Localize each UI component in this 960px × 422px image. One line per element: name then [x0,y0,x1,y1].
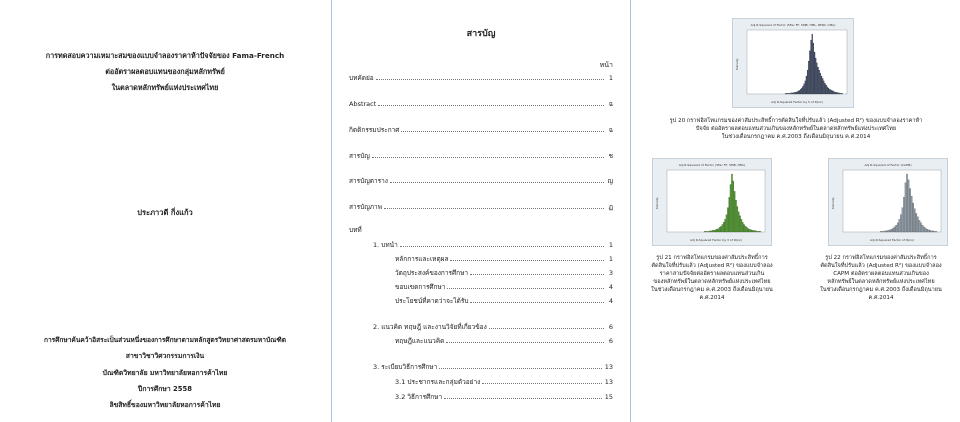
fig20-bar [831,90,832,94]
histogram-fig20-xlabel: Adj R-Squared Factor by 5 of R(nx) [771,100,823,104]
toc-entry [349,202,613,211]
fig21-bar [725,219,726,232]
toc-subentry [395,377,613,386]
caption-fig22-line-4: หลักทรัพย์ในตลาดหลักทรัพย์แห่งประเทศไทย [827,279,935,285]
fig21-bar [749,229,750,232]
fig21-bar [746,227,747,232]
fig20-bar [804,84,805,94]
toc-entry-page: 1 [608,74,613,82]
fig20-bar [792,93,793,94]
toc-chapter-page: 13 [604,363,613,371]
toc-entry-page: ฏ [608,203,613,211]
fig21-bar [742,222,743,232]
histogram-fig21-header: Adj R-Squared of Factor (3Fac FF, SMB, HML) [678,163,746,167]
fig22-bar [880,231,881,232]
fig21-bar [720,226,721,232]
toc-subentry-label: 3.2 วิธีการศึกษา [395,393,443,401]
fig21-bar [716,229,717,232]
fig21-bar [733,181,734,232]
fig20-bar [807,70,808,94]
fig20-bar [797,92,798,94]
fig20-bar [794,92,795,94]
caption-fig22-line-3: CAPM ต่ออัตราผลตอบแทนส่วนเกินของ [833,271,929,277]
caption-fig21 [634,254,790,302]
caption-fig21-line-3: ราคาสามปัจจัยต่ออัตราผลตอบแทนส่วนเกิน [659,271,765,277]
fig21-bar [745,226,746,232]
fig20-bar [833,91,834,94]
page-divider [630,0,631,422]
fig21-bar [752,230,753,232]
toc-subentry [395,282,613,291]
fig20-bar [835,92,836,94]
toc-subentry-page: 3 [608,269,613,277]
fig20-bar [795,92,796,94]
fig20-bar [819,70,820,94]
toc-subentry [395,268,613,277]
fig21-bar [727,208,728,232]
fig21-bar [753,230,754,232]
caption-fig20-line-1: รูป 20 กราฟฮิสโทแกรมของค่าสัมประสิทธิ์การตัดสินใจที่ปรับแล้ว (Adjusted R²) ของแบบจำลองราคาห้า [669,118,923,124]
histogram-fig22 [828,158,948,246]
histogram-fig21-ylabel: Density [655,197,659,209]
fig21-bar [735,200,736,232]
fig20-bar [834,92,835,94]
fig22-bar [906,174,907,232]
histogram-fig21-plot [653,159,771,245]
fig20-bar [838,93,839,94]
fig20-bar [799,90,800,94]
fig20-bar [822,78,823,94]
fig21-bar [739,216,740,232]
toc-subentry [395,392,613,401]
fig21-bar [723,222,724,232]
cover-title-line-1: การทดสอบความเหมาะสมของแบบจำลองราคาห้าปัจจัยของ Fama-French [45,51,285,60]
fig22-bar [900,215,901,232]
toc-chapter-heading: บทที่ [349,226,362,234]
caption-fig22-line-5: ในช่วงเดือนกรกฎาคม ค.ศ.2003 ถึงเดือนมิถุนายน [820,287,942,293]
fig21-bar [704,231,705,232]
toc-subentry-page: 4 [608,297,613,305]
fig20-bar [836,92,837,94]
caption-fig21-line-2: ตัดสินใจที่ปรับแล้ว (Adjusted R²) ของแบบจำลอง [651,263,773,269]
caption-fig20 [632,117,960,141]
fig21-bar [726,215,727,232]
fig20-bar [842,93,843,94]
histogram-fig20-header: Adj R-Squared of Factor (5Fac FF, SMB, HML, RMW, CMA) [750,23,836,27]
caption-fig20-line-3: ในช่วงเดือนกรกฎาคม ค.ศ.2003 ถึงเดือนมิถุนายน ค.ศ.2014 [721,134,871,140]
toc-chapter-label: 1. บทนำ [373,241,398,249]
fig20-bar [812,34,813,94]
toc-subentry-label: 3.1 ประชากรและกลุ่มตัวอย่าง [395,378,481,386]
fig21-bar [734,191,735,232]
fig21-bar [757,231,758,232]
fig22-bar [886,231,887,232]
fig21-bar [737,206,738,232]
fig20-bar [785,93,786,94]
toc-entry-page: ฉ [608,100,613,108]
fig21-bar [711,231,712,232]
fig21-bar [712,230,713,232]
fig22-bar [897,223,898,232]
caption-fig21-line-1: รูป 21 กราฟฮิสโทแกรมของค่าสัมประสิทธิ์การ [656,255,768,261]
fig20-bar [811,40,812,94]
fig22-bar [913,203,914,232]
toc-subentry-page: 13 [604,378,613,386]
fig20-bar [827,87,828,94]
fig20-bar [830,90,831,94]
fig21-bar [707,231,708,232]
fig21-bar [748,229,749,232]
fig22-bar [928,230,929,232]
fig22-bar [882,231,883,232]
fig20-bar [808,61,809,94]
fig22-bar [891,229,892,232]
fig22-bar [909,189,910,233]
caption-fig21-line-4: ของหลักทรัพย์ในตลาดหลักทรัพย์แห่งประเทศไทย [653,279,771,285]
cover-page [0,0,330,422]
fig21-bar [714,230,715,232]
fig22-bar [885,231,886,232]
fig22-bar [911,196,912,232]
fig20-bar [787,93,788,94]
fig20-bar [793,93,794,94]
fig20-bar [821,76,822,94]
histogram-fig21-xlabel: Adj R-Squared Factor by 3 of R(nx) [690,238,742,242]
fig22-bar [888,230,889,232]
toc-subentry-page: 1 [608,255,613,263]
cover-footer-line-4: ปีการศึกษา 2558 [138,385,192,393]
histogram-fig22-ylabel: Density [831,197,835,209]
toc-entry-label: สารบัญตาราง [349,177,388,185]
histogram-fig21 [652,158,772,246]
fig21-bar [710,231,711,232]
fig21-bar [729,197,730,232]
toc-subentry-label: หลักการและเหตุผล [395,255,449,263]
fig22-bar [914,209,915,232]
toc-entry [349,151,613,160]
fig22-bar [917,217,918,232]
cover-footer-line-3: บัณฑิตวิทยาลัย มหาวิทยาลัยหอการค้าไทย [102,369,228,377]
fig20-bar [806,76,807,94]
fig20-bar [786,93,787,94]
fig20-bar [813,43,814,94]
fig22-bar [926,229,927,232]
toc-title: สารบัญ [466,29,496,39]
fig20-bar [798,91,799,94]
fig22-bar [934,231,935,232]
fig21-bar [731,174,732,232]
toc-subentry [395,254,613,263]
toc-chapter-page: 6 [608,323,613,331]
fig21-bar [708,231,709,232]
fig20-bar [829,89,830,94]
caption-fig21-line-6: ค.ศ.2014 [699,295,725,301]
toc-chapter-label: 2. แนวคิด ทฤษฎี และงานวิจัยที่เกี่ยวข้อง [373,323,487,331]
page-divider [331,0,332,422]
fig20-bar [791,93,792,94]
fig20-bar [800,89,801,94]
fig22-bar [916,213,917,232]
toc-entry-page: ฉ [608,126,613,134]
fig20-bar [815,58,816,94]
histogram-fig22-header: Adj R-Squared of Factor (CAPM) [864,163,912,167]
caption-fig22 [802,254,960,302]
fig22-bar [932,231,933,232]
toc-page-header: หน้า [599,61,613,69]
fig20-bar [817,67,818,94]
fig22-bar [920,223,921,232]
fig22-bar [902,208,903,232]
toc-entry-label: บทคัดย่อ [349,74,374,82]
fig21-bar [706,231,707,232]
fig21-bar [754,231,755,232]
fig22-bar [925,228,926,232]
toc-entry [349,73,613,82]
fig21-bar [760,231,761,232]
toc-entry-page: ญ [607,177,613,185]
fig22-bar [899,219,900,232]
cover-footer-line-1: การศึกษาค้นคว้าอิสระเป็นส่วนหนึ่งของการศึกษาตามหลักสูตรวิทยาศาสตรมหาบัณฑิต [43,336,287,344]
toc-subentry-page: 6 [608,337,613,345]
fig20-bar [814,52,815,94]
cover-footer-line-5: ลิขสิทธิ์ของมหาวิทยาลัยหอการค้าไทย [109,401,221,409]
fig20-bar [801,88,802,94]
toc-subentry-label: ทฤษฎีและแนวคิด [395,337,445,345]
toc-chapter [373,322,613,331]
fig22-bar [929,230,930,232]
fig22-bar [922,225,923,232]
toc-chapter [373,240,613,249]
histogram-fig20-ylabel: Density [735,58,739,70]
fig20-bar [816,63,817,94]
fig22-bar [894,227,895,232]
toc-chapter [373,362,613,371]
fig22-bar [889,230,890,232]
fig20-bar [840,93,841,94]
toc-subentry-label: วัตถุประสงค์ของการศึกษา [395,269,468,277]
fig22-bar [931,231,932,232]
toc-entry [349,176,613,185]
fig21-bar [730,184,731,232]
histogram-fig22-plot [829,159,947,245]
toc-chapter-label: 3. ระเบียบวิธีการศึกษา [373,363,438,371]
fig22-bar [896,225,897,232]
cover-footer-line-2: สาขาวิชาวิศวกรรมการเงิน [125,352,205,360]
fig20-bar [809,51,810,94]
fig22-bar [908,180,909,232]
caption-fig22-line-1: รูป 22 กราฟฮิสโทแกรมของค่าสัมประสิทธิ์การ [825,255,937,261]
toc-subentry-page: 4 [608,283,613,291]
fig22-bar [905,183,906,232]
fig21-bar [715,230,716,232]
toc-subentry-label: ขอบเขตการศึกษา [395,283,446,291]
toc-subentry-label: ประโยชน์ที่คาดว่าจะได้รับ [395,297,469,305]
fig22-bar [936,231,937,232]
fig20-bar [805,81,806,94]
toc-entry-label: กิตติกรรมประกาศ [349,126,400,134]
fig21-bar [758,231,759,232]
fig21-bar [743,224,744,232]
fig20-bar [828,88,829,94]
fig22-bar [919,220,920,232]
toc-entry [349,125,613,134]
fig22-bar [903,197,904,232]
fig21-bar [738,212,739,232]
caption-fig22-line-6: ค.ศ.2014 [868,295,894,301]
fig21-bar [750,230,751,232]
toc-entry-label: Abstract [349,100,377,108]
fig22-bar [893,228,894,232]
histogram-fig20 [732,18,854,108]
fig20-bar [841,93,842,94]
fig21-bar [741,219,742,232]
toc-subentry [395,336,613,345]
fig21-bar [718,229,719,232]
caption-fig21-line-5: ในช่วงเดือนกรกฎาคม ค.ศ.2003 ถึงเดือนมิถุนายน [651,287,773,293]
cover-author: ประภาวดี กิ่งแก้ว [137,208,193,217]
fig20-bar [823,81,824,94]
fig21-bar [719,227,720,232]
toc-subentry-page: 15 [604,393,613,401]
caption-fig22-line-2: ตัดสินใจที่ปรับแล้ว (Adjusted R²) ของแบบจำลอง [820,263,942,269]
histogram-fig22-xlabel: Adj R-Squared Factor of R(nx) [869,238,915,242]
toc-entry [349,99,613,108]
fig21-bar [756,231,757,232]
caption-fig20-line-2: ปัจจัย ต่ออัตราผลตอบแทนส่วนเกินของหลักทรัพย์ในตลาดหลักทรัพย์แห่งประเทศไทย [695,126,897,132]
toc-entry-label: สารบัญภาพ [349,203,382,211]
toc-chapter-page: 1 [608,241,613,249]
fig22-bar [883,231,884,232]
fig22-bar [923,227,924,232]
toc-entry-page: ช [608,152,613,160]
fig20-bar [820,73,821,94]
toc-entry-label: สารบัญ [349,152,370,160]
histogram-fig20-plot [733,19,853,107]
figures-page [632,0,960,422]
toc-subentry [395,296,613,305]
cover-title-line-3: ในตลาดหลักทรัพย์แห่งประเทศไทย [111,83,219,92]
toc-page [333,0,629,422]
fig21-bar [722,224,723,232]
fig20-bar [826,85,827,94]
fig20-bar [788,93,789,94]
fig20-bar [837,93,838,94]
fig20-bar [790,93,791,94]
fig20-bar [824,83,825,94]
fig20-bar [802,86,803,94]
cover-title-line-2: ต่ออัตราผลตอบแทนของกลุ่มหลักทรัพย์ [105,67,225,76]
